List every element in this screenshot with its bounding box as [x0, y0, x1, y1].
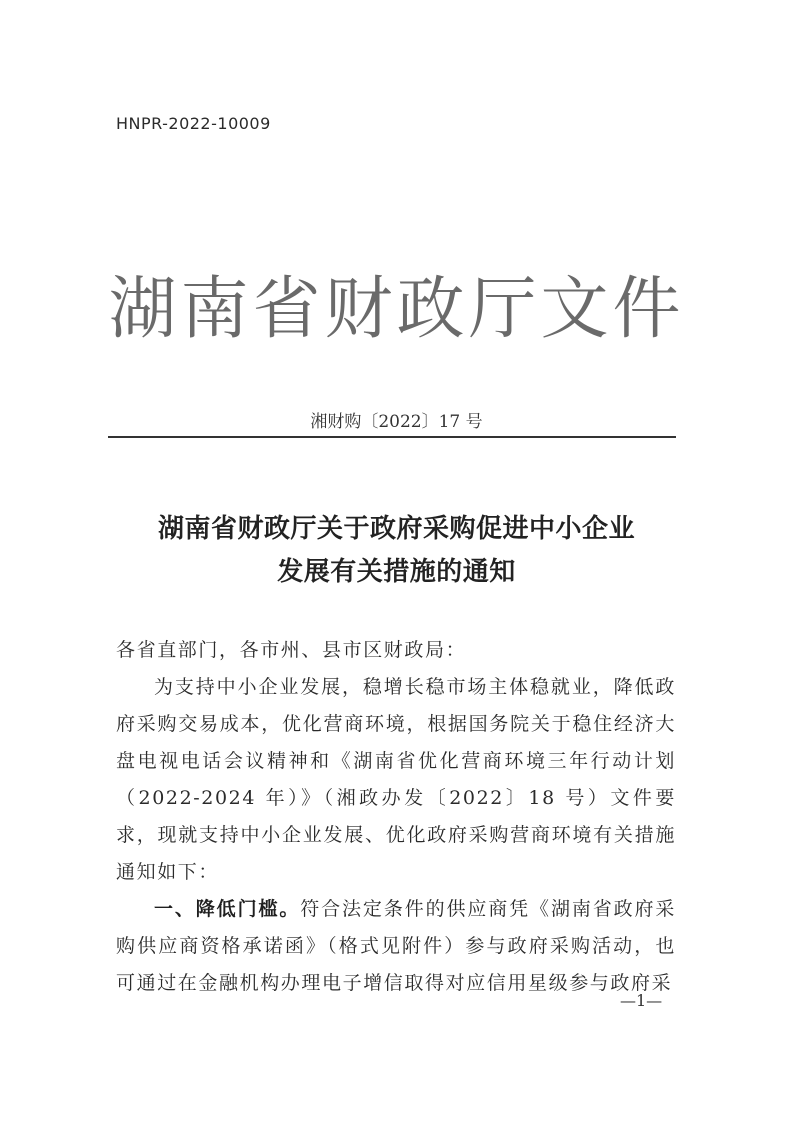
document-number: HNPR-2022-10009 — [116, 114, 271, 133]
document-body — [116, 632, 676, 1002]
title-line-2: 发展有关措施的通知 — [277, 557, 516, 587]
title-line-1: 湖南省财政厅关于政府采购促进中小企业 — [157, 514, 635, 544]
salutation: 各省直部门，各市州、县市区财政局： — [116, 639, 467, 661]
document-header: 湖南省财政厅文件 — [108, 270, 685, 349]
page-number: —1— — [620, 991, 663, 1010]
item-1-text: 符合法定条件的供应商凭《湖南省政府采购供应商资格承诺函》（格式见附件）参与政府采购活动，也可通过在金融机构办理电子增信取得对应信用星级参与政府采 — [116, 898, 676, 994]
paragraph-intro-text: 为支持中小企业发展，稳增长稳市场主体稳就业，降低政府采购交易成本，优化营商环境，根据国务院关于稳住经济大盘电视电话会议精神和《湖南省优化营商环境三年行动计划（2022-2024 年）》（湘政办发〔2022〕18 号）文件要求，现就支持中小企业发展、优化政府采购营商环境有关措施通知如下： — [116, 676, 676, 883]
paragraph-item-1 — [116, 891, 676, 1002]
document-title — [0, 508, 793, 594]
item-1-heading: 一、降低门槛。 — [154, 898, 301, 920]
issue-number: 湘财购〔2022〕17 号 — [310, 412, 483, 432]
header-divider — [108, 436, 676, 438]
paragraph-intro — [116, 669, 676, 891]
